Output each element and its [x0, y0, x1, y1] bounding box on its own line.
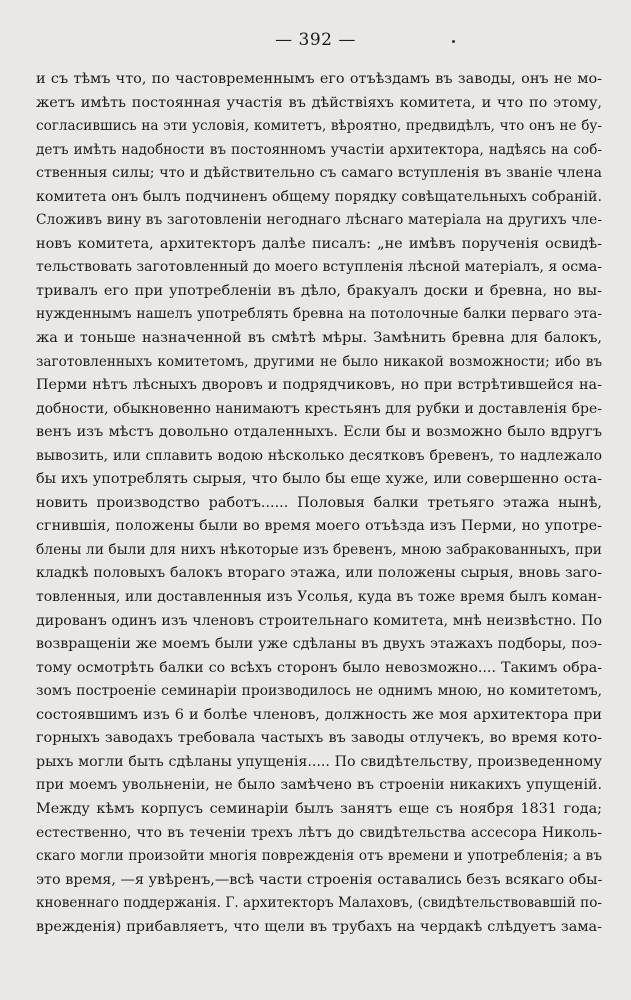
- text-line: венъ изъ мѣстъ довольно отдаленныхъ. Если бы и возможно было вдругъ: [36, 424, 602, 441]
- text-line: при моемъ увольненіи, не было замѣчено въ строеніи никакихъ упущеній.: [36, 777, 602, 794]
- text-line: Перми нѣтъ лѣсныхъ дворовъ и подрядчиковъ, но при встрѣтившейся на-: [36, 377, 602, 394]
- text-line: и съ тѣмъ что, по частовременнымъ его отъѣздамъ въ заводы, онъ не мо-: [36, 71, 602, 87]
- text-line: скаго могли произойти многія поврежденія отъ времени и употребленія; а въ: [36, 848, 602, 865]
- text-line: зомъ построеніе семинаріи производилось не однимъ мною, но комитетомъ,: [36, 683, 602, 700]
- text-line: кновеннаго поддержанія. Г. архитекторъ Малаховъ, (свидѣтельствовавшій по-: [36, 895, 602, 912]
- text-line: новить производство работъ...... Половыя балки третьяго этажа нынѣ,: [36, 494, 602, 511]
- text-line: тривалъ его при употребленіи въ дѣло, бракуалъ доски и бревна, но вы-: [36, 282, 602, 299]
- text-line: вывозить, или сплавить водою нѣсколько десятковъ бревенъ, то надлежало: [36, 447, 602, 464]
- text-line: Между кѣмъ корпусъ семинаріи былъ занятъ еще съ ноября 1831 года;: [36, 800, 602, 817]
- text-line: блены ли были для нихъ нѣкоторые изъ бревенъ, мною забракованныхъ, при: [36, 541, 602, 558]
- text-line: жа и тоньше назначенной въ смѣтѣ мѣры. Замѣнить бревна для балокъ,: [36, 330, 602, 347]
- text-line: заготовленныхъ комитетомъ, другими не было никакой возможности; ибо въ: [36, 353, 602, 370]
- text-line: комитета онъ былъ подчиненъ общему порядку совѣщательныхъ собраній.: [36, 188, 602, 205]
- text-line: детъ имѣть надобности въ постоянномъ участіи архитектора, надѣясь на соб-: [36, 141, 602, 158]
- text-line: товленныя, или доставленныя изъ Усолья, куда въ тоже время былъ коман-: [36, 589, 602, 606]
- text-line: тельствовать заготовленный до моего вступленія лѣсной матеріалъ, я осма-: [36, 259, 602, 276]
- text-line: это время, —я увѣренъ,—всѣ части строенія оставались безъ всякаго обы-: [36, 871, 603, 888]
- page-number: — 392 —: [275, 30, 356, 50]
- text-line: жетъ имѣть постоянная участія въ дѣйствіяхъ комитета, и что по этому,: [36, 94, 602, 111]
- text-line: кладкѣ половыхъ балокъ втораго этажа, или положены сырыя, вновь заго-: [36, 565, 602, 582]
- text-line: бы ихъ употреблять сырыя, что было бы еще хуже, или совершенно оста-: [36, 471, 602, 488]
- text-line: естественно, что въ теченіи трехъ лѣтъ до свидѣтельства ассесора Николь-: [36, 824, 602, 841]
- text-line: возвращеніи же моемъ были уже сдѣланы въ двухъ этажахъ подборы, поэ-: [36, 636, 602, 653]
- text-line: ственныя силы; что и дѣйствительно съ самаго вступленія въ званіе члена: [36, 165, 602, 182]
- text-line: тому осмотрѣть балки со всѣхъ сторонъ было невозможно.... Такимъ обра-: [36, 659, 602, 676]
- text-line: Сложивъ вину въ заготовленіи негоднаго лѣснаго матеріала на другихъ чле-: [36, 212, 602, 229]
- text-line: дированъ одинъ изъ членовъ строительнаго комитета, мнѣ неизвѣстно. По: [36, 612, 602, 629]
- ink-speck: [452, 40, 455, 43]
- text-line: новъ комитета, архитекторъ далѣе писалъ: „не имѣвъ порученія освидѣ-: [36, 235, 602, 252]
- text-line: рыхъ могли быть сдѣланы упущенія..... По свидѣтельству, произведенному: [36, 753, 602, 770]
- text-line: горныхъ заводахъ требовала частыхъ въ заводы отлучекъ, во время кото-: [36, 730, 602, 747]
- text-line: врежденія) прибавляетъ, что щели въ трубахъ на чердакѣ слѣдуетъ зама-: [36, 918, 602, 935]
- text-line: согласившись на эти условія, комитетъ, вѣроятно, предвидѣлъ, что онъ не бу-: [36, 118, 602, 135]
- body-text: [36, 68, 602, 939]
- text-line: сгнившія, положены были во время моего отъѣзда изъ Перми, но употре-: [36, 518, 602, 535]
- text-line: состоявшимъ изъ 6 и болѣе членовъ, должность же моя архитектора при: [36, 706, 602, 723]
- text-line: добности, обыкновенно нанимаютъ крестьянъ для рубки и доставленія бре-: [36, 400, 602, 417]
- text-line: нужденнымъ нашелъ употреблять бревна на потолочные балки перваго эта-: [36, 306, 602, 323]
